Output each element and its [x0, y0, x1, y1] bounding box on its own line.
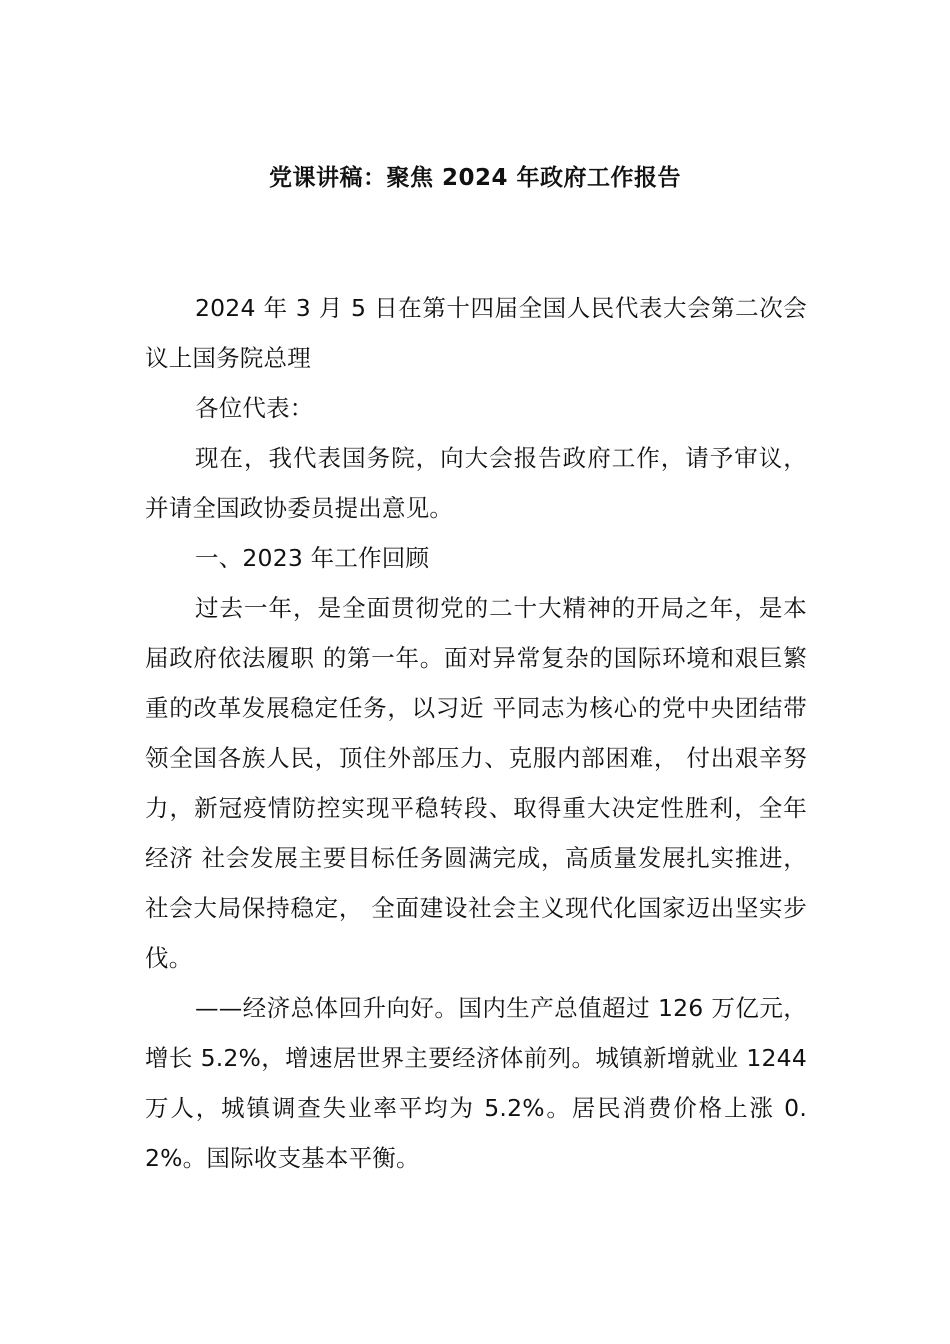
page-title: 党课讲稿：聚焦 2024 年政府工作报告 [268, 165, 682, 191]
paragraph-intro: 现在，我代表国务院，向大会报告政府工作，请予审议，并请全国政协委员提出意见。 [145, 444, 807, 522]
section-heading: 一、2023 年工作回顾 [195, 544, 430, 572]
paragraph-salutation: 各位代表： [195, 394, 314, 422]
document-body [145, 283, 807, 1183]
paragraph-review: 过去一年，是全面贯彻党的二十大精神的开局之年，是本届政府依法履职 的第一年。面对异常复杂的国际环境和艰巨繁重的改革发展稳定任务，以习近 平同志为核心的党中央团结带领全国各族人民，顶住外部压力、克服内部困难， 付出艰辛努力，新冠疫情防控实现平稳转段、取得重大决定性胜利，全年经济 社会发展主要目标任务圆满完成，高质量发展扎实推进，社会大局保持稳定， 全面建设社会主义现代化国家迈出坚实步伐。 [145, 594, 807, 972]
paragraph-subtitle: 2024 年 3 月 5 日在第十四届全国人民代表大会第二次会议上国务院总理 [145, 294, 807, 372]
paragraph-economy: ——经济总体回升向好。国内生产总值超过 126 万亿元，增长 5.2%，增速居世界主要经济体前列。城镇新增就业 1244 万人，城镇调查失业率平均为 5.2%。居民消费价格上涨 0.2%。国际收支基本平衡。 [145, 994, 807, 1172]
